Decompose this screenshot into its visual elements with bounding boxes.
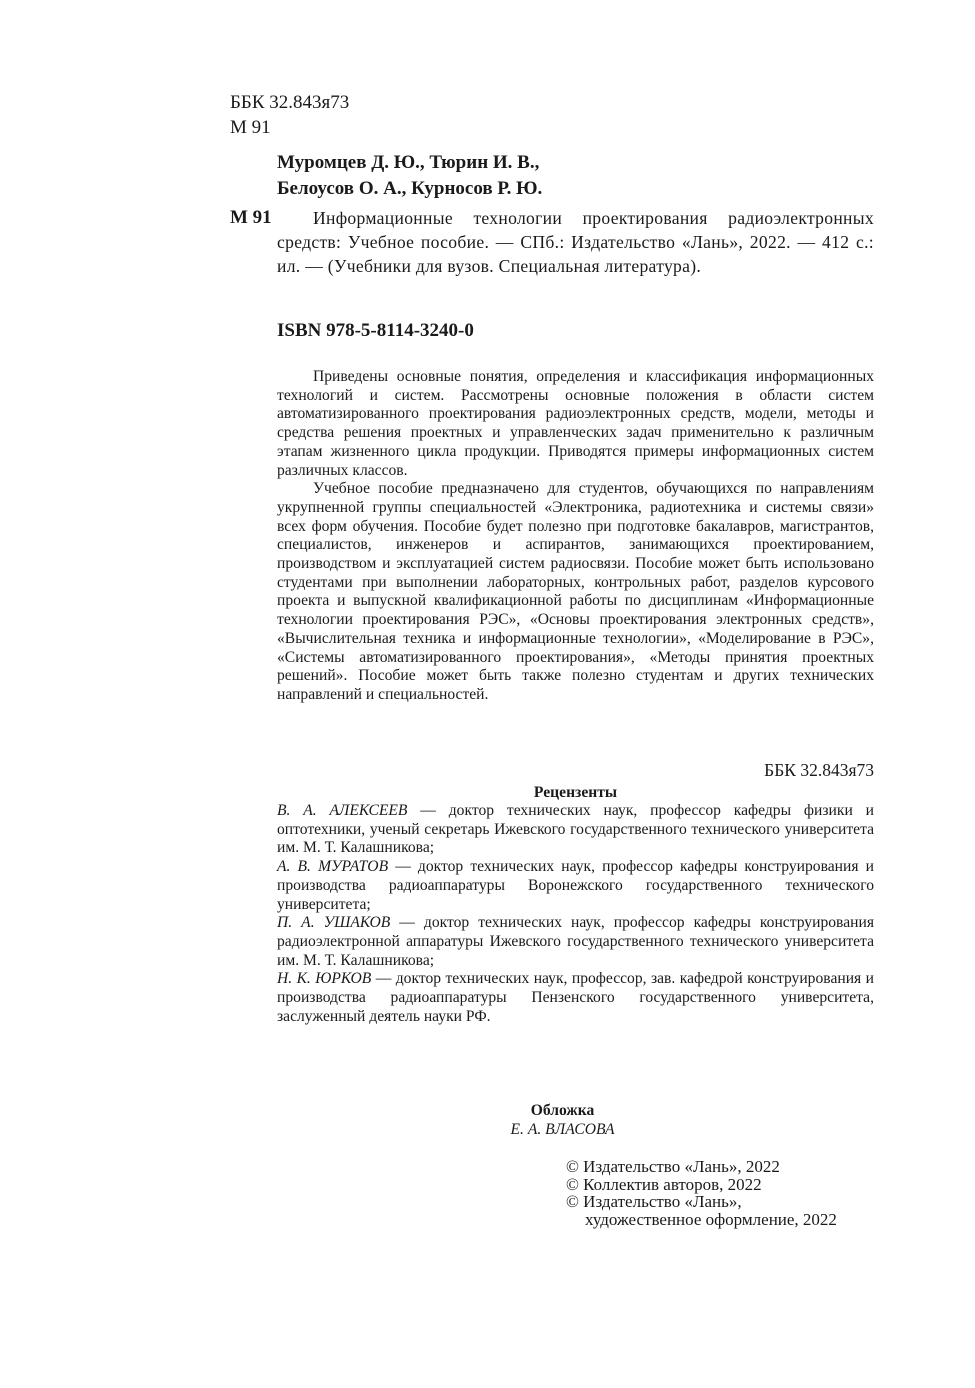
cover-designer: Е. А. ВЛАСОВА: [510, 1120, 615, 1138]
copyright-block: [566, 1158, 837, 1228]
copyright-line: © Издательство «Лань», 2022: [566, 1157, 780, 1176]
reviewer-description: — доктор технических наук, профессор кафедры конструирования и производства радиоаппаратуры Воронежского государственного технического университета;: [277, 858, 875, 913]
reviewer-entry: [277, 858, 874, 914]
reviewers-list: [277, 802, 874, 1026]
bibliographic-description: [277, 206, 874, 278]
author-sign: М 91: [230, 117, 271, 138]
bibliographic-text: Информационные технологии проектирования радиоэлектронных средств: Учебное пособие. — СПб.: Издательство «Лань», 2022. — 412 с.: ил. — (Учебники для вузов. Специальная литература).: [277, 208, 874, 276]
isbn: ISBN 978-5-8114-3240-0: [277, 320, 474, 341]
copyright-line: © Издательство «Лань»,: [566, 1192, 742, 1211]
reviewer-name: П. А. УШАКОВ: [277, 914, 391, 932]
copyright-line: © Коллектив авторов, 2022: [566, 1174, 762, 1194]
reviewer-name: Н. К. ЮРКОВ: [277, 970, 372, 988]
reviewer-description: — доктор технических наук, профессор кафедры физики и оптотехники, ученый секретарь Ижевского государственного технического университета им. М. Т. Калашникова;: [277, 802, 875, 857]
bbk-code: ББК 32.843я73: [230, 92, 350, 113]
reviewer-description: — доктор технических наук, профессор, зав. кафедрой конструирования и производства радиоаппаратуры Пензенского государственного университета, заслуженный деятель науки РФ.: [277, 970, 874, 1025]
authors-line-1: Муромцев Д. Ю., Тюрин И. В.,: [277, 152, 540, 173]
bbk-header: [230, 90, 349, 140]
reviewer-entry: [277, 970, 874, 1026]
reviewer-entry: [277, 914, 874, 970]
abstract-paragraph: Приведены основные понятия, определения и классификация информационных технологий и систем. Рассмотрены основные положения в области систем автоматизированного проектирования радиоэлектронных средств, модели, методы и средства решения проектных и управленческих задач применительно к различным этапам жизненного цикла продукции. Приводятся примеры информационных систем различных классов.: [277, 368, 874, 479]
bbk-code-bottom: ББК 32.843я73: [764, 760, 874, 780]
bibliographic-label: М 91: [230, 207, 272, 228]
copyright-line: художественное оформление, 2022: [585, 1209, 837, 1229]
reviewers-title: Рецензенты: [533, 784, 618, 801]
abstract-paragraph: Учебное пособие предназначено для студентов, обучающихся по направлениям укрупненной группы специальностей «Электроника, радиотехника и системы связи» всех форм обучения. Пособие будет полезно при подготовке бакалавров, магистрантов, специалистов, инженеров и аспирантов, занимающихся проектированием, производством и эксплуатацией систем радиосвязи. Пособие может быть использовано студентами при выполнении лабораторных, контрольных работ, разделов курсового проекта и выпускной квалификационной работы по дисциплинам «Информационные технологии проектирования РЭС», «Основы проектирования электронных средств», «Вычислительная техника и информационные технологии», «Моделирование в РЭС», «Системы автоматизированного проектирования», «Методы принятия проектных решений». Пособие может быть также полезно студентам и других технических направлений и специальностей.: [277, 480, 874, 703]
reviewer-name: В. А. АЛЕКСЕЕВ: [277, 802, 408, 819]
cover-credit: [420, 1102, 705, 1139]
authors-block: [277, 150, 542, 202]
reviewer-description: — доктор технических наук, профессор кафедры конструирования радиоэлектронной аппаратуры Ижевского государственного технического университета им. М. Т. Калашникова;: [277, 914, 874, 969]
reviewer-name: А. В. МУРАТОВ: [277, 858, 389, 876]
authors-line-2: Белоусов О. А., Курносов Р. Ю.: [277, 178, 543, 199]
cover-title: Обложка: [530, 1102, 595, 1119]
reviewer-entry: [277, 802, 874, 858]
abstract: [277, 368, 874, 705]
